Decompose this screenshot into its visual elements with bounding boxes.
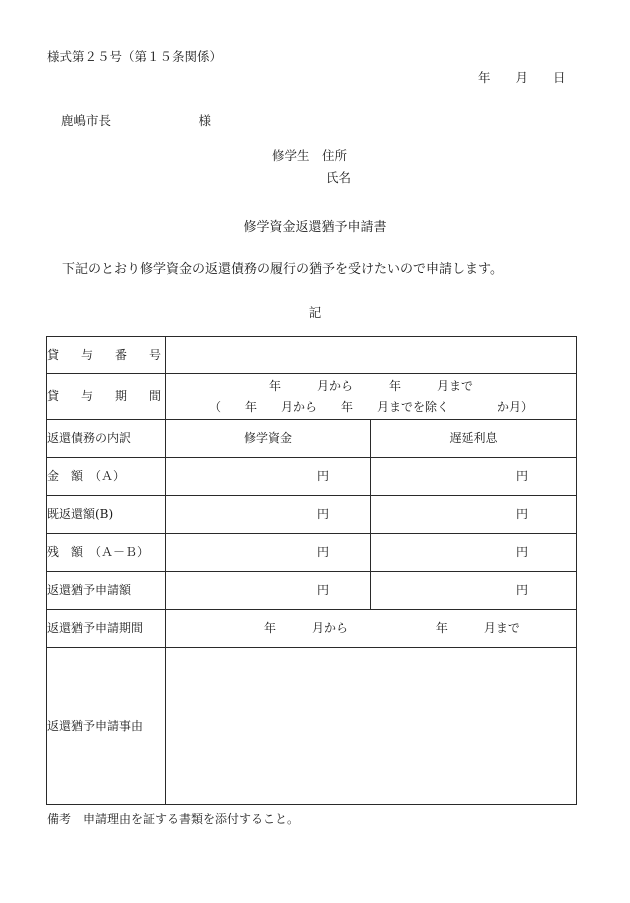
loan-period-line1: 年 月から 年 月まで: [268, 378, 473, 393]
interest-column-header: 遅延利息: [371, 420, 577, 458]
remarks-note: 備考 申請理由を証する書類を添付すること。: [47, 812, 300, 826]
deferral-reason-label: 返還猶予申請事由: [47, 648, 166, 805]
balance-label: 残 額 （Ａ－Ｂ）: [47, 534, 166, 572]
deferral-amount-label: 返還猶予申請額: [47, 572, 166, 610]
repaid-principal-field[interactable]: 円: [166, 496, 371, 534]
deferral-period-to: 年 月まで: [435, 621, 520, 635]
row-balance: [47, 534, 577, 572]
addressee: 鹿嶋市長 様: [61, 113, 212, 128]
loan-number-field[interactable]: [166, 337, 577, 374]
date-line: 年 月 日: [478, 70, 566, 85]
deferral-reason-field[interactable]: [166, 648, 577, 805]
document-title: 修学資金返還猶予申請書: [243, 220, 387, 235]
balance-principal-field[interactable]: 円: [166, 534, 371, 572]
applicant-name-label: 氏名: [326, 170, 352, 185]
row-deferral-reason: [47, 648, 577, 805]
balance-interest-field[interactable]: 円: [371, 534, 577, 572]
deferral-amount-principal-field[interactable]: 円: [166, 572, 371, 610]
loan-period-field[interactable]: [166, 374, 577, 420]
loan-number-label: 貸 与 番 号: [47, 337, 166, 374]
breakdown-label: 返還債務の内訳: [47, 420, 166, 458]
row-breakdown: [47, 420, 577, 458]
form-number: 様式第２５号（第１５条関係）: [47, 49, 223, 64]
deferral-period-field[interactable]: [166, 610, 577, 648]
deferral-amount-interest-field[interactable]: 円: [371, 572, 577, 610]
deferral-period-label: 返還猶予申請期間: [47, 610, 166, 648]
row-deferral-amount: [47, 572, 577, 610]
loan-period-label: 貸 与 期 間: [47, 374, 166, 420]
deferral-period-from: 年 月から: [264, 621, 349, 635]
amount-label: 金 額 （Ａ）: [47, 458, 166, 496]
repaid-interest-field[interactable]: 円: [371, 496, 577, 534]
loan-period-line2: （ 年 月から 年 月までを除く か月）: [208, 399, 533, 414]
row-deferral-period: [47, 610, 577, 648]
principal-column-header: 修学資金: [166, 420, 371, 458]
application-table: [46, 336, 577, 805]
row-repaid: [47, 496, 577, 534]
amount-principal-field[interactable]: 円: [166, 458, 371, 496]
amount-interest-field[interactable]: 円: [371, 458, 577, 496]
row-loan-period: [47, 374, 577, 420]
intro-text: 下記のとおり修学資金の返還債務の履行の猶予を受けたいので申請します。: [62, 262, 503, 277]
ki-heading: 記: [308, 305, 322, 320]
repaid-label: 既返還額(B): [47, 496, 166, 534]
applicant-address-label: 修学生 住所: [272, 148, 348, 163]
row-amount: [47, 458, 577, 496]
row-loan-number: [47, 337, 577, 374]
